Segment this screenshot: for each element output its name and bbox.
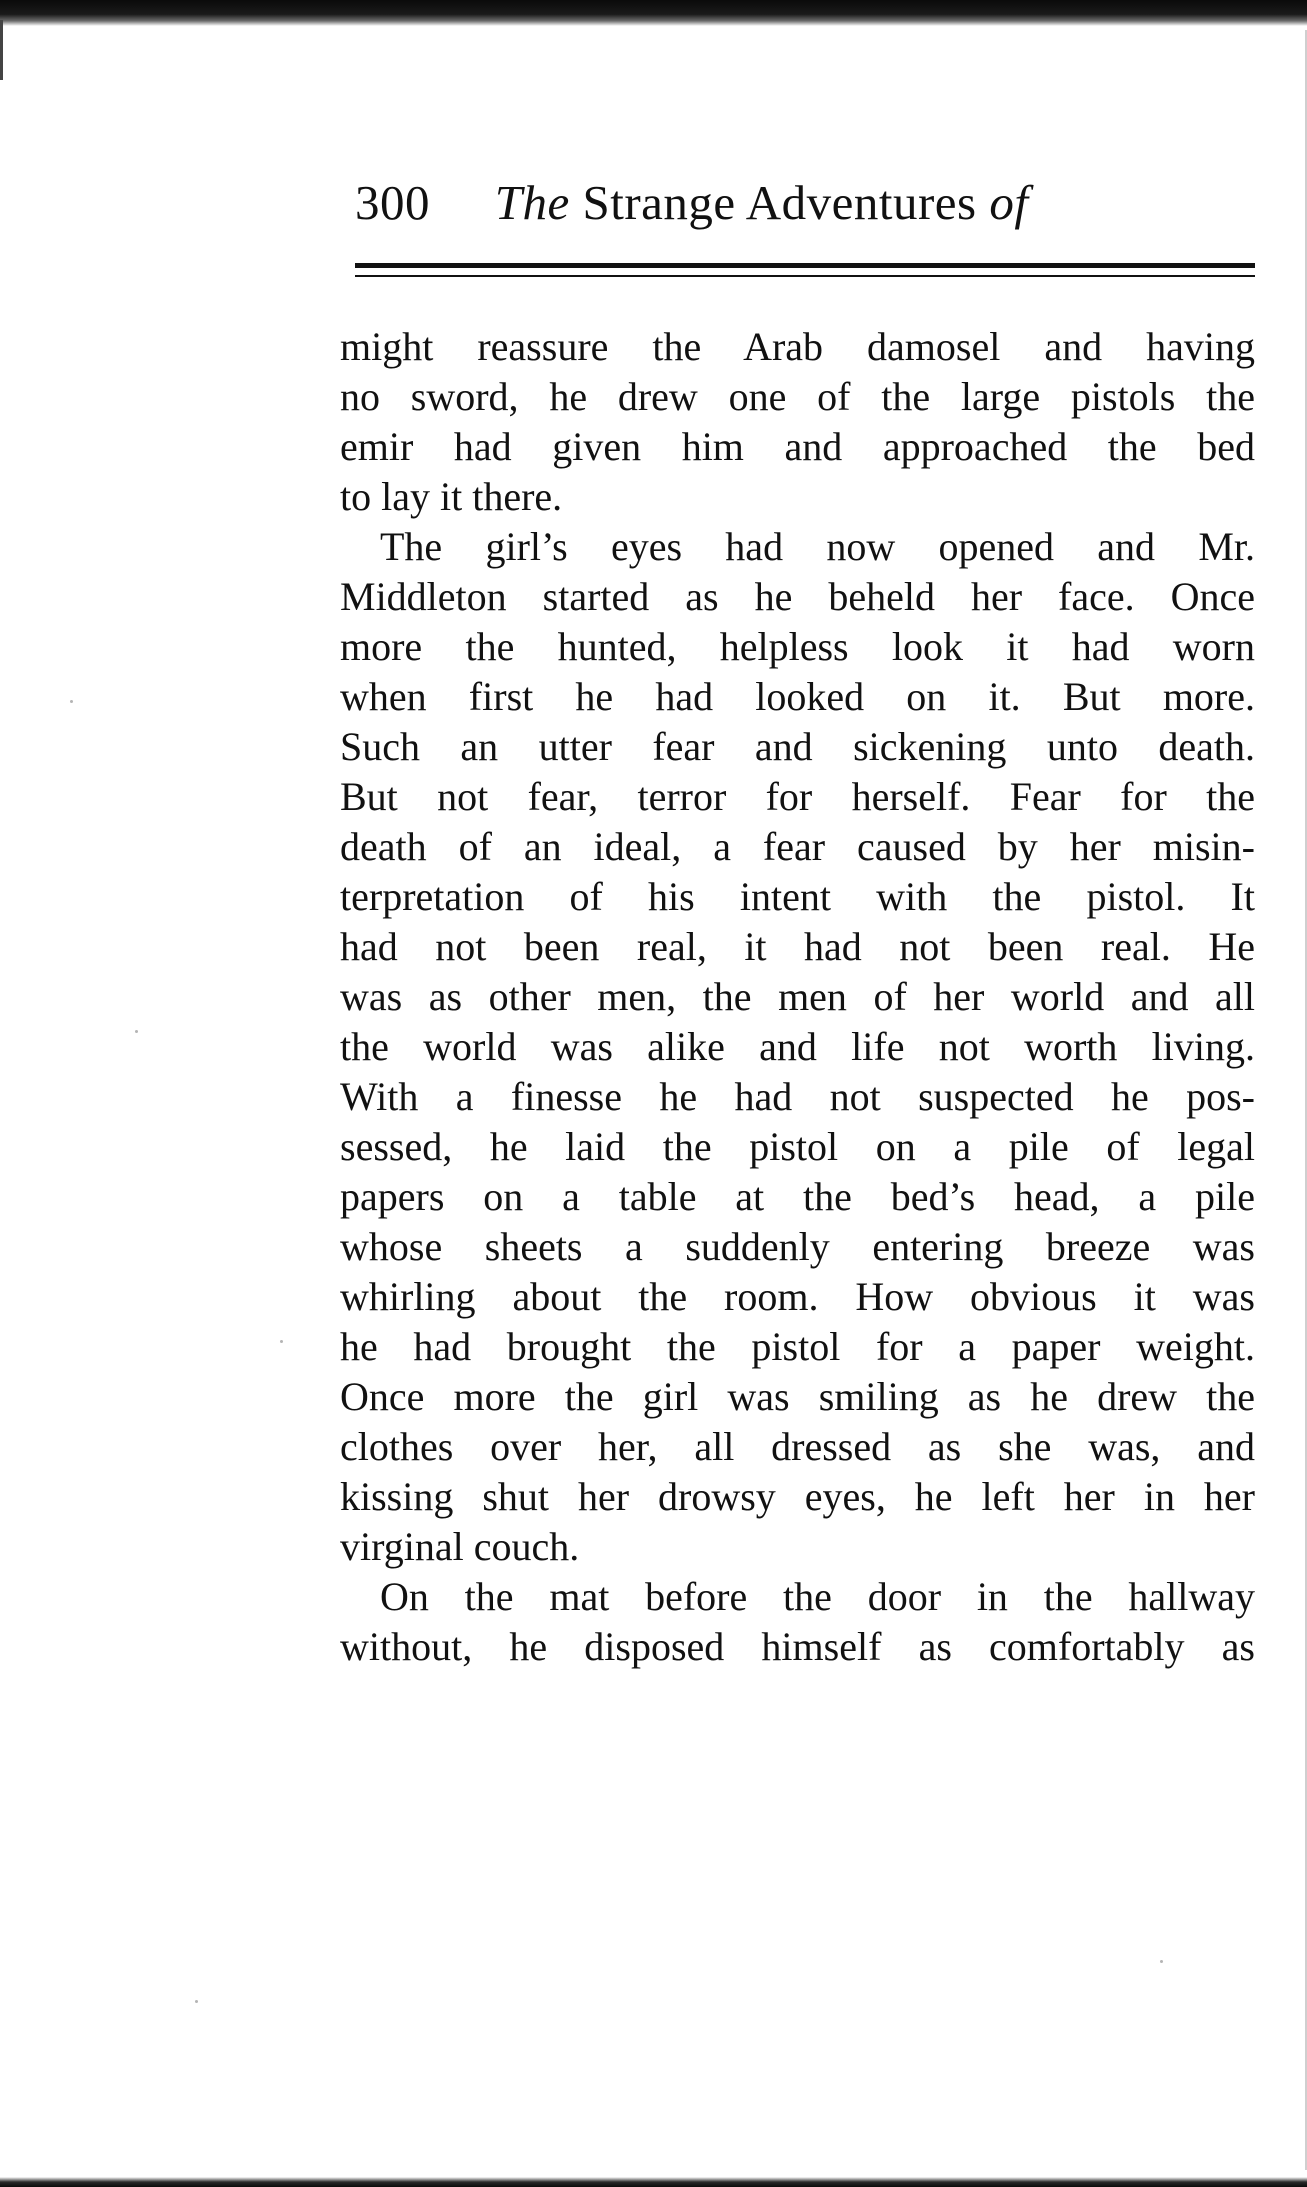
text-line: terpretation of his intent with the pistol. It — [340, 874, 1255, 919]
paragraph-3 — [340, 1572, 1255, 1672]
page-number: 300 — [355, 175, 430, 230]
text-line: might reassure the Arab damosel and having — [340, 324, 1255, 369]
text-line: virginal couch. — [340, 1524, 580, 1569]
text-line: death of an ideal, a fear caused by her misin- — [340, 824, 1255, 869]
text-line: more the hunted, helpless look it had worn — [340, 624, 1255, 669]
paper-speck — [195, 2000, 198, 2003]
text-line: without, he disposed himself as comfortably as — [340, 1624, 1255, 1669]
paper-speck — [135, 1030, 138, 1033]
text-line: whirling about the room. How obvious it was — [340, 1274, 1255, 1319]
text-line: had not been real, it had not been real. He — [340, 924, 1255, 969]
header-title-main: Strange Adventures — [582, 175, 977, 230]
text-line: With a finesse he had not suspected he pos- — [340, 1074, 1255, 1119]
text-line: emir had given him and approached the bed — [340, 424, 1255, 469]
text-line: to lay it there. — [340, 474, 563, 519]
text-line: The girl’s eyes had now opened and Mr. — [380, 524, 1255, 569]
text-line: was as other men, the men of her world and all — [340, 974, 1255, 1019]
text-line: no sword, he drew one of the large pistols the — [340, 374, 1255, 419]
scan-bottom-edge — [0, 2177, 1307, 2187]
text-line: On the mat before the door in the hallway — [380, 1574, 1255, 1619]
text-line: Middleton started as he beheld her face. Once — [340, 574, 1255, 619]
paragraph-2 — [340, 522, 1255, 1572]
body-text — [340, 322, 1255, 1672]
scan-left-edge — [0, 20, 3, 80]
running-header — [355, 168, 1255, 238]
scan-top-edge — [0, 0, 1307, 26]
text-line: Such an utter fear and sickening unto death. — [340, 724, 1255, 769]
header-title-the: The — [494, 175, 570, 230]
paragraph-1 — [340, 322, 1255, 522]
text-line: the world was alike and life not worth living. — [340, 1024, 1255, 1069]
paper-speck — [70, 700, 73, 703]
text-line: But not fear, terror for herself. Fear for the — [340, 774, 1255, 819]
text-line: whose sheets a suddenly entering breeze was — [340, 1224, 1255, 1269]
text-line: Once more the girl was smiling as he drew the — [340, 1374, 1255, 1419]
text-line: he had brought the pistol for a paper weight. — [340, 1324, 1255, 1369]
text-line: clothes over her, all dressed as she was, and — [340, 1424, 1255, 1469]
paper-speck — [1160, 1960, 1163, 1963]
text-line: sessed, he laid the pistol on a pile of legal — [340, 1124, 1255, 1169]
header-rule-thin — [355, 275, 1255, 277]
text-line: when first he had looked on it. But more. — [340, 674, 1255, 719]
text-line: kissing shut her drowsy eyes, he left her in her — [340, 1474, 1255, 1519]
header-title-of: of — [989, 175, 1029, 230]
paper-speck — [280, 1340, 283, 1343]
header-rule-thick — [355, 263, 1255, 268]
text-line: papers on a table at the bed’s head, a pile — [340, 1174, 1255, 1219]
